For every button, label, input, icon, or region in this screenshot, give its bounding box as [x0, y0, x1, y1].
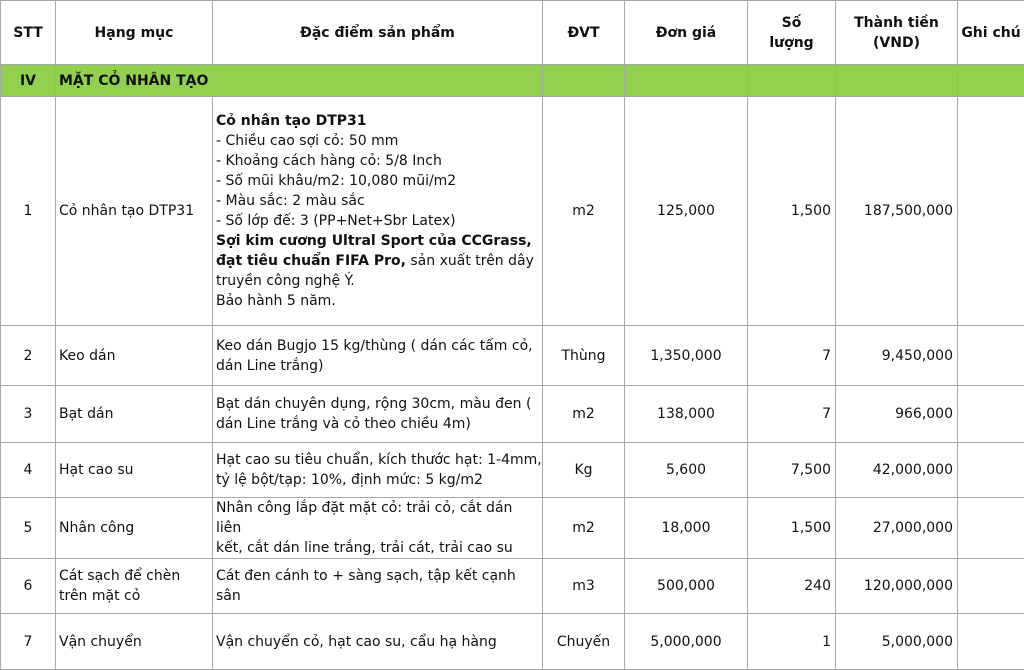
table-row [1, 326, 1024, 386]
row-note [958, 386, 1024, 443]
row-total: 42,000,000 [836, 443, 958, 498]
desc-line: - Khoảng cách hàng cỏ: 5/8 Inch [216, 151, 542, 171]
table-row [1, 559, 1024, 614]
row-price: 138,000 [625, 386, 748, 443]
table-row [1, 614, 1024, 670]
row-description [213, 498, 543, 559]
table-row [1, 498, 1024, 559]
row-stt: 6 [1, 559, 56, 614]
table-row [1, 443, 1024, 498]
desc-line: truyền công nghệ Ý. [216, 271, 542, 291]
desc-line: - Chiều cao sợi cỏ: 50 mm [216, 131, 542, 151]
row-name: Nhân công [56, 498, 213, 559]
desc-line: - Màu sắc: 2 màu sắc [216, 191, 542, 211]
row-total: 27,000,000 [836, 498, 958, 559]
row-qty: 7,500 [748, 443, 836, 498]
header-thanh-tien-line1: Thành tiền [854, 13, 939, 33]
header-don-gia: Đơn giá [625, 1, 748, 65]
desc-line: Keo dán Bugjo 15 kg/thùng ( dán các tấm cỏ, [216, 336, 542, 356]
section-empty-cell [748, 65, 836, 97]
row-qty: 240 [748, 559, 836, 614]
section-empty-cell [625, 65, 748, 97]
row-unit: m2 [543, 97, 625, 326]
header-hang-muc: Hạng mục [56, 1, 213, 65]
section-empty-cell [836, 65, 958, 97]
header-row [1, 1, 1024, 65]
desc-line: tỷ lệ bột/tạp: 10%, định mức: 5 kg/m2 [216, 470, 542, 490]
desc-line: Bạt dán chuyên dụng, rộng 30cm, màu đen ( [216, 394, 542, 414]
desc-line: - Số lớp đế: 3 (PP+Net+Sbr Latex) [216, 211, 542, 231]
row-description [213, 97, 543, 326]
row-total: 5,000,000 [836, 614, 958, 670]
desc-line: - Số mũi khâu/m2: 10,080 mũi/m2 [216, 171, 542, 191]
header-dvt: ĐVT [543, 1, 625, 65]
desc-line: Vận chuyển cỏ, hạt cao su, cẩu hạ hàng [216, 632, 542, 652]
row-unit: m2 [543, 498, 625, 559]
row-price: 125,000 [625, 97, 748, 326]
row-price: 5,000,000 [625, 614, 748, 670]
desc-tail: sản xuất trên dây [406, 253, 534, 269]
row-note [958, 559, 1024, 614]
header-stt: STT [1, 1, 56, 65]
row-note [958, 97, 1024, 326]
row-name-line2: trên mặt cỏ [59, 586, 212, 606]
table-row [1, 386, 1024, 443]
row-description [213, 443, 543, 498]
row-total: 966,000 [836, 386, 958, 443]
row-name: Vận chuyển [56, 614, 213, 670]
row-qty: 7 [748, 326, 836, 386]
row-unit: m3 [543, 559, 625, 614]
section-title: MẶT CỎ NHÂN TẠO [56, 65, 543, 97]
row-total: 9,450,000 [836, 326, 958, 386]
section-stt: IV [1, 65, 56, 97]
row-unit: Chuyến [543, 614, 625, 670]
row-stt: 7 [1, 614, 56, 670]
row-qty: 1,500 [748, 97, 836, 326]
row-price: 5,600 [625, 443, 748, 498]
row-total: 120,000,000 [836, 559, 958, 614]
header-so-luong [748, 1, 836, 65]
row-note [958, 498, 1024, 559]
row-qty: 1 [748, 614, 836, 670]
row-stt: 4 [1, 443, 56, 498]
header-so-luong-line1: Số [782, 13, 802, 33]
row-note [958, 614, 1024, 670]
row-stt: 2 [1, 326, 56, 386]
table-row [1, 97, 1024, 326]
desc-bold-line: Sợi kim cương Ultral Sport của CCGrass, [216, 233, 532, 249]
header-dac-diem: Đặc điểm sản phẩm [213, 1, 543, 65]
row-stt: 5 [1, 498, 56, 559]
desc-line: Cát đen cánh to + sàng sạch, tập kết cạnh sân [216, 566, 542, 606]
row-description [213, 326, 543, 386]
desc-line: Nhân công lắp đặt mặt cỏ: trải cỏ, cắt dán liên [216, 498, 542, 538]
row-note [958, 443, 1024, 498]
row-price: 18,000 [625, 498, 748, 559]
row-qty: 1,500 [748, 498, 836, 559]
section-empty-cell [543, 65, 625, 97]
desc-line: Hạt cao su tiêu chuẩn, kích thước hạt: 1-4mm, [216, 450, 542, 470]
row-note [958, 326, 1024, 386]
row-price: 1,350,000 [625, 326, 748, 386]
section-row [1, 65, 1024, 97]
row-name-line1: Cát sạch để chèn [59, 566, 212, 586]
header-ghi-chu: Ghi chú [958, 1, 1024, 65]
desc-line: dán Line trắng) [216, 356, 542, 376]
row-qty: 7 [748, 386, 836, 443]
row-description [213, 614, 543, 670]
row-description [213, 559, 543, 614]
header-thanh-tien-line2: (VND) [873, 33, 920, 53]
desc-title: Cỏ nhân tạo DTP31 [216, 113, 367, 129]
desc-bold-line: đạt tiêu chuẩn FIFA Pro, [216, 253, 406, 269]
row-name: Hạt cao su [56, 443, 213, 498]
row-price: 500,000 [625, 559, 748, 614]
row-stt: 3 [1, 386, 56, 443]
row-name [56, 559, 213, 614]
section-empty-cell [958, 65, 1024, 97]
desc-line: kết, cắt dán line trắng, trải cát, trải cao su [216, 538, 542, 558]
row-name: Cỏ nhân tạo DTP31 [56, 97, 213, 326]
row-name: Keo dán [56, 326, 213, 386]
row-unit: m2 [543, 386, 625, 443]
row-unit: Kg [543, 443, 625, 498]
row-name: Bạt dán [56, 386, 213, 443]
header-so-luong-line2: lượng [769, 33, 813, 53]
header-thanh-tien [836, 1, 958, 65]
desc-line: Bảo hành 5 năm. [216, 291, 542, 311]
row-stt: 1 [1, 97, 56, 326]
row-total: 187,500,000 [836, 97, 958, 326]
row-unit: Thùng [543, 326, 625, 386]
row-description [213, 386, 543, 443]
desc-line: dán Line trắng và cỏ theo chiều 4m) [216, 414, 542, 434]
